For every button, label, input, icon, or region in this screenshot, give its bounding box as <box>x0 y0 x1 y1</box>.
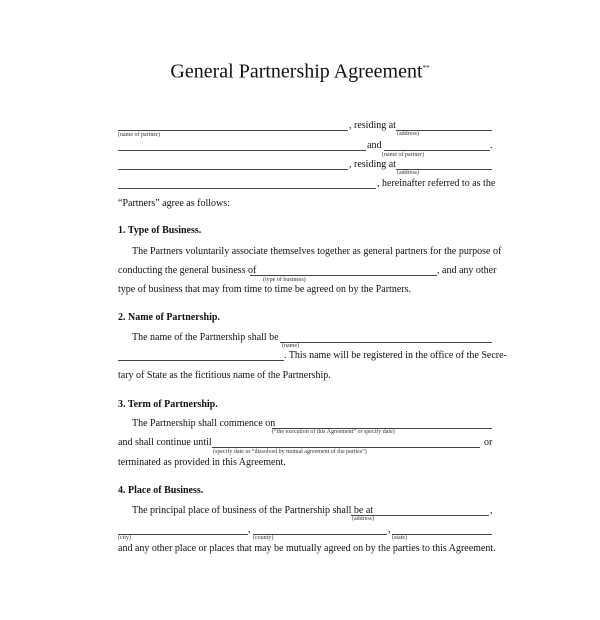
text: , residing at <box>349 159 396 170</box>
text: “Partners” agree as follows: <box>118 198 230 209</box>
hint: (“the execution of this Agreement” or specify date) <box>272 429 395 435</box>
hint: (address) <box>352 516 374 522</box>
partnership-name-cont-field[interactable] <box>118 360 284 361</box>
section-heading: 4. Place of Business. <box>118 485 204 496</box>
continue-until-field[interactable] <box>212 447 480 448</box>
text: . This name will be registered in the office of the Secre- <box>284 350 507 361</box>
section-heading: 1. Type of Business. <box>118 225 202 236</box>
type-of-business-field[interactable] <box>250 275 437 276</box>
text: or <box>484 437 493 448</box>
partner1-address-cont-field[interactable] <box>118 150 366 151</box>
text: and <box>367 140 382 151</box>
city-field[interactable] <box>118 534 248 535</box>
text: , hereinafter referred to as the <box>377 178 496 189</box>
text: , <box>248 524 251 535</box>
text: type of business that may from time to time be agreed on by the Partners. <box>118 284 411 295</box>
hint: (type of business) <box>263 277 306 283</box>
state-field[interactable] <box>392 534 492 535</box>
text: . <box>490 140 493 151</box>
text: The Partners voluntarily associate themselves together as general partners for the purpose of <box>132 246 502 257</box>
section-heading: 2. Name of Partnership. <box>118 312 220 323</box>
text: tary of State as the fictitious name of the Partnership. <box>118 370 331 381</box>
hint: (specify date or “dissolved by mutual agreement of the parties”) <box>213 449 367 455</box>
partner2-address-cont-field[interactable] <box>118 188 376 189</box>
hint: (state) <box>392 535 407 541</box>
partner2-name-field[interactable] <box>384 150 490 151</box>
text: The principal place of business of the Partnership shall be at <box>132 505 374 516</box>
text: , <box>388 524 391 535</box>
title-mark: ** <box>422 64 430 72</box>
document-title <box>0 56 600 84</box>
text: conducting the general business of <box>118 265 257 276</box>
text: terminated as provided in this Agreement. <box>118 457 286 468</box>
hint: (address) <box>397 170 419 176</box>
text: The Partnership shall commence on <box>132 418 276 429</box>
partnership-name-field[interactable] <box>280 342 492 343</box>
hint: (name of partner) <box>382 152 424 158</box>
hint: (address) <box>397 131 419 137</box>
partner1-name-field[interactable] <box>118 130 348 131</box>
title-text: General Partnership Agreement <box>170 60 423 83</box>
text: and any other place or places that may be mutually agreed on by the parties to this Agreement. <box>118 543 496 554</box>
hint: (name of partner) <box>118 132 160 138</box>
text: , residing at <box>349 120 396 131</box>
hint: (county) <box>253 535 274 541</box>
hint: (city) <box>118 535 131 541</box>
partner2-line-field[interactable] <box>118 169 348 170</box>
text: , <box>490 505 493 516</box>
text: The name of the Partnership shall be <box>132 332 279 343</box>
section-heading: 3. Term of Partnership. <box>118 399 218 410</box>
hint: (name) <box>282 343 299 349</box>
text: and shall continue until <box>118 437 212 448</box>
text: , and any other <box>437 265 497 276</box>
